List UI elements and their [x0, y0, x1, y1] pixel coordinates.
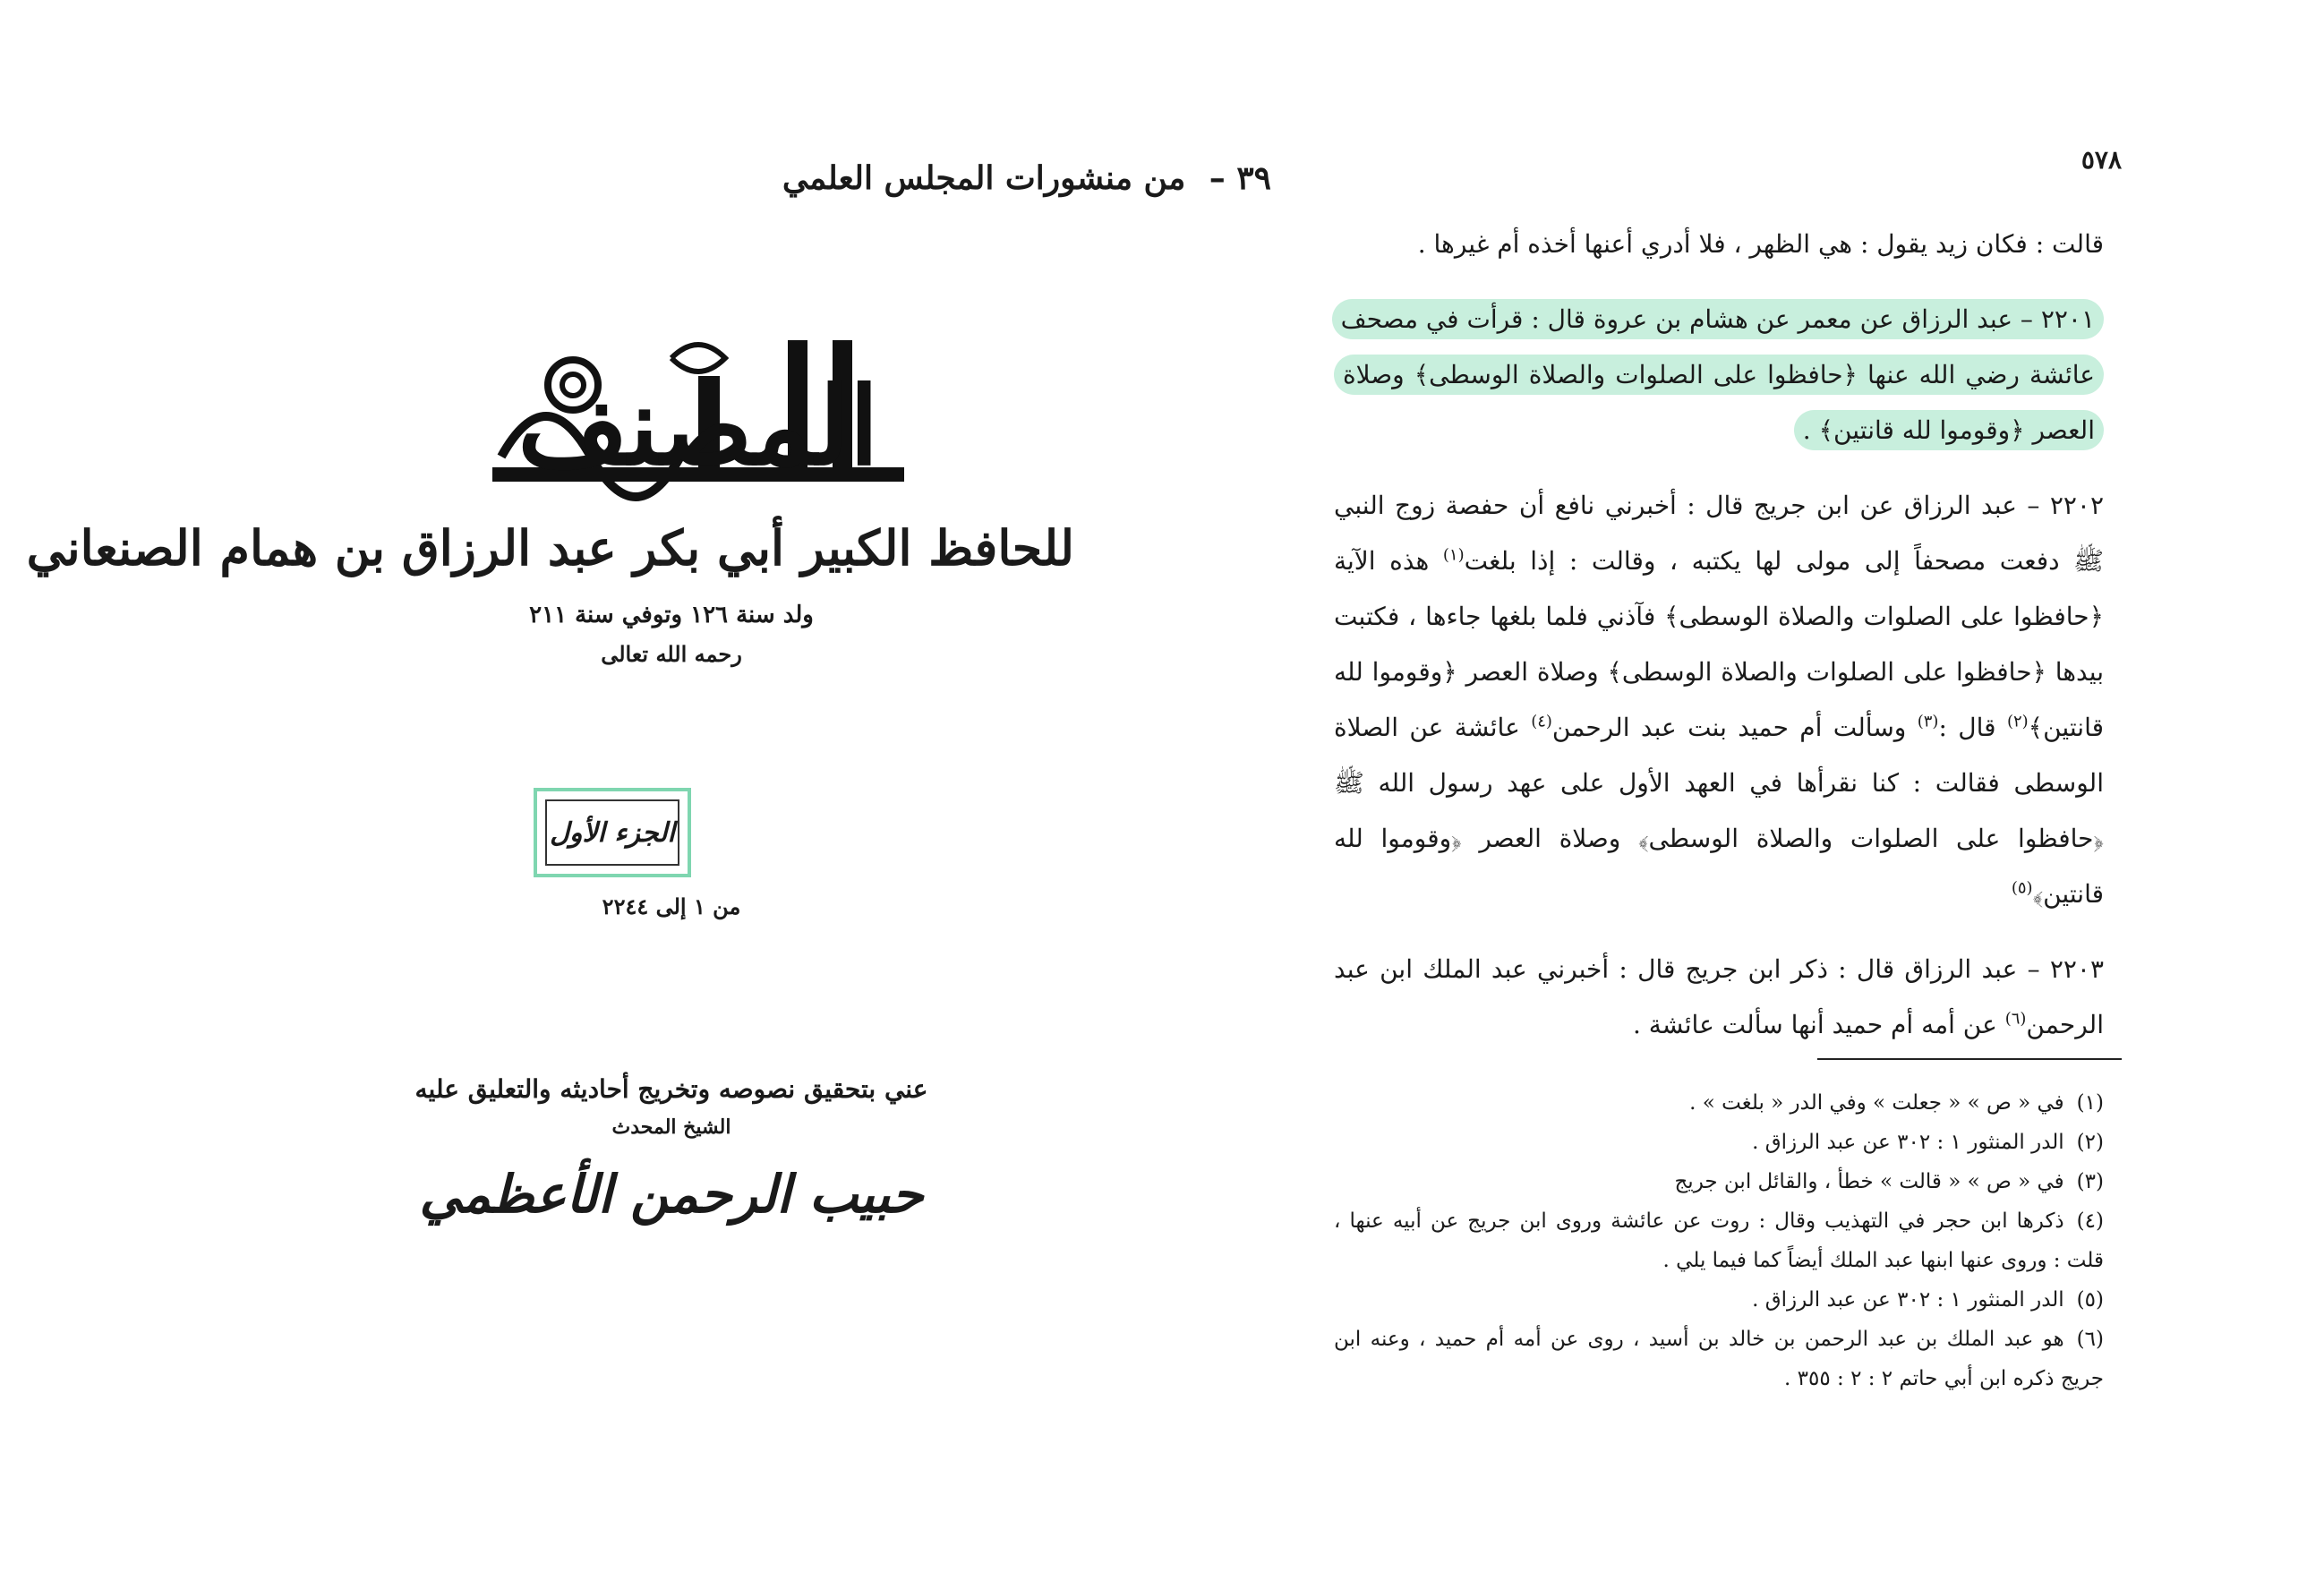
body-text — [1334, 217, 2104, 1073]
author-line: للحافظ الكبير أبي بكر عبد الرزاق بن همام الصنعاني — [26, 519, 1074, 577]
hadith-2203-part-b: عن أمه أم حميد أنها سألت عائشة . — [1632, 1010, 1997, 1039]
footnote-text: في « ص » « قالت » خطأ ، والقائل ابن جريج — [1674, 1170, 2064, 1193]
footnote-number: (٣) — [2076, 1170, 2104, 1193]
birth-death-dates: ولد سنة ١٢٦ وتوفي سنة ٢١١ — [529, 602, 814, 628]
footnote-text: الدر المنثور ١ : ٣٠٢ عن عبد الرزاق . — [1752, 1288, 2064, 1312]
footnote-number: (١) — [2076, 1091, 2104, 1115]
title-ornament — [403, 322, 1030, 501]
footnote-divider — [1817, 1058, 2122, 1060]
intro-line: قالت : فكان زيد يقول : هي الظهر ، فلا أدري أعنها أخذه أم غيرها . — [1417, 229, 2104, 259]
footnote — [1334, 1083, 2104, 1123]
footnote — [1334, 1123, 2104, 1162]
editor-name: حبيب الرحمن الأعظمي — [419, 1164, 924, 1225]
editor-credit: عني بتحقيق نصوصه وتخريج أحاديثه والتعليق عليه — [414, 1074, 928, 1104]
hadith-2203-part-a: ٢٢٠٣ – عبد الرزاق قال : ذكر ابن جريج قال : أخبرني عبد الملك ابن عبد الرحمن — [1334, 954, 2104, 1039]
highlighted-hadith: ٢٢٠١ – عبد الرزاق عن معمر عن هشام بن عروة قال : قرأت في مصحف عائشة رضي الله عنها ﴿حافظوا على الصلوات والصلاة الوسطى﴾ وصلاة العصر ﴿وقوموا لله قانتين﴾ . — [1332, 299, 2104, 450]
footnote-number: (٢) — [2076, 1131, 2104, 1154]
series-number: ٣٩ – — [1209, 159, 1271, 197]
hadith-2202-part-e: عائشة عن الصلاة الوسطى فقالت : كنا نقرأها في العهد الأول على عهد رسول الله ﷺ ﴿حافظوا على الصلوات والصلاة الوسطى﴾ وصلاة العصر ﴿وقوموا لله قانتين﴾ — [1334, 713, 2104, 909]
footnote — [1334, 1280, 2104, 1320]
footnote-ref-4: (٤) — [1531, 712, 1552, 731]
hadith-2202 — [1334, 478, 2104, 922]
hadith-2202-part-d: وسألت أم حميد بنت عبد الرحمن — [1551, 713, 1907, 742]
footnote-number: (٥) — [2076, 1288, 2104, 1312]
footnote — [1334, 1162, 2104, 1201]
footnote-text: ذكرها ابن حجر في التهذيب وقال : روت عن عائشة وروى ابن جريج عن أبيه عنها ، قلت : وروى عنها ابنها عبد الملك أيضاً كما فيما يلي . — [1334, 1209, 2104, 1272]
volume-label: الجزء الأول — [545, 799, 679, 866]
hadith-2203 — [1334, 942, 2104, 1053]
footnote-number: (٤) — [2076, 1209, 2104, 1233]
hadith-2201 — [1334, 292, 2104, 458]
editor-title: الشيخ المحدث — [611, 1115, 731, 1139]
footnote-text: هو عبد الملك بن عبد الرحمن بن خالد بن أسيد ، روى عن أمه أم حميد ، وعنه ابن جريج ذكره ابن أبي حاتم ٢ : ٢ : ٣٥٥ . — [1334, 1328, 2104, 1390]
footnote-ref-2: (٢) — [2006, 712, 2029, 731]
page-number: ٥٧٨ — [2080, 145, 2122, 175]
footnote-text: الدر المنثور ١ : ٣٠٢ عن عبد الرزاق . — [1752, 1131, 2064, 1154]
hadith-2202-part-a: ٢٢٠٢ – عبد الرزاق عن ابن جريج قال : أخبرني نافع أن حفصة زوج النبي ﷺ دفعت مصحفاً إلى مولى لها يكتبه ، وقالت : إذا بلغت — [1334, 491, 2104, 576]
hadith-2202-part-c: قال : — [1938, 713, 1996, 742]
footnote-ref-3: (٣) — [1917, 712, 1939, 731]
title-page — [26, 134, 1271, 1477]
book-title-calligraphy — [403, 322, 1030, 501]
footnote-ref-6: (٦) — [2004, 1009, 2027, 1029]
mercy-phrase: رحمه الله تعالى — [601, 641, 742, 667]
series-text: من منشورات المجلس العلمي — [782, 159, 1186, 197]
volume-box — [534, 788, 691, 877]
text-page — [1334, 134, 2122, 1477]
footnotes — [1334, 1083, 2104, 1398]
footnote — [1334, 1201, 2104, 1280]
footnote — [1334, 1320, 2104, 1398]
footnote-text: في « ص » « جعلت » وفي الدر « بلغت » . — [1689, 1091, 2064, 1115]
footnote-ref-5: (٥) — [2011, 878, 2033, 898]
hadith-2202-part-b: هذه الآية ﴿حافظوا على الصلوات والصلاة الوسطى﴾ فآذني فلما بلغها جاءها ، فكتبت بيدها ﴿حافظوا على الصلوات والصلاة الوسطى﴾ وصلاة العصر ﴿وقوموا لله قانتين﴾ — [1334, 546, 2104, 742]
book-title: المصنف — [517, 363, 879, 490]
footnote-ref-1: (١) — [1442, 545, 1465, 565]
footnote-number: (٦) — [2076, 1328, 2104, 1351]
series-line — [645, 159, 1271, 197]
hadith-range: من ١ إلى ٢٢٤٤ — [602, 893, 741, 919]
